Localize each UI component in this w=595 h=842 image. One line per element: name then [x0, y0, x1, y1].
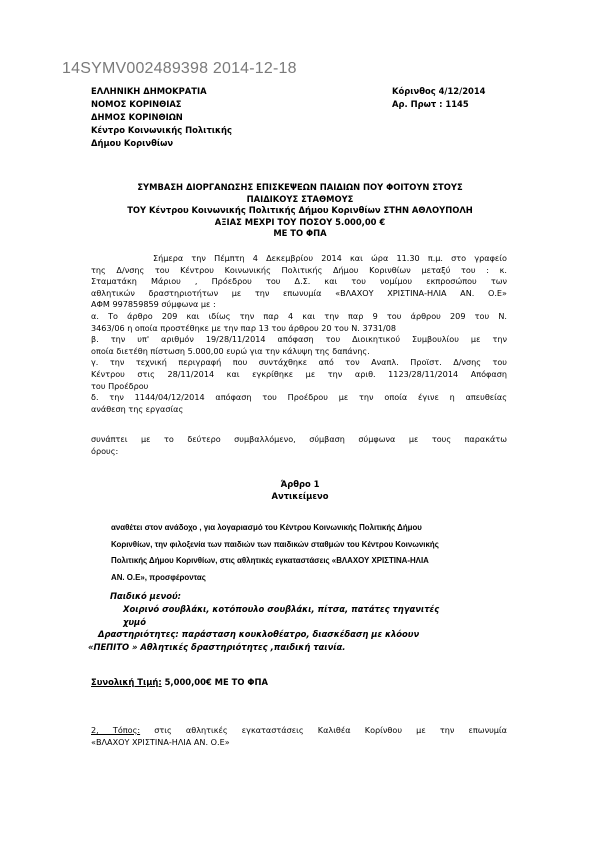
title-line: ΠΑΙΔΙΚΟΥΣ ΣΤΑΘΜΟΥΣ	[246, 193, 354, 204]
title-line: ΣΥΜΒΑΣΗ ΔΙΟΡΓΑΝΩΣΗΣ ΕΠΙΣΚΕΨΕΩΝ ΠΑΙΔΙΩΝ ΠΟΥ ΦΟΙΤΟΥΝ ΣΤΟΥΣ	[137, 182, 463, 192]
intro-line: β. την υπ' αριθμόν 19/28/11/2014 απόφαση του Διοικητικού Συμβουλίου με την	[91, 334, 507, 345]
intro-line: Σήμερα την Πέμπτη 4 Δεκεμβρίου 2014 και ώρα 11.30 π.μ. στο γραφείο	[153, 253, 507, 263]
issuer-line: ΝΟΜΟΣ ΚΟΡΙΝΘΙΑΣ	[91, 99, 182, 109]
intro-line: ανάθεση της εργασίας	[91, 403, 184, 414]
assignment-line: ΑΝ. Ο.Ε», προσφέροντας	[111, 572, 206, 582]
article-number: Άρθρο 1	[280, 479, 320, 489]
intro-line: του Προέδρου	[91, 380, 149, 391]
place-line: «ΒΛΑΧΟΥ ΧΡΙΣΤΙΝΑ-ΗΛΙΑ ΑΝ. Ο.Ε»	[91, 736, 230, 747]
total-price	[91, 677, 268, 689]
document-date: Κόρινθος 4/12/2014	[392, 86, 486, 96]
intro-line: Κέντρου στις 28/11/2014 και εγκρίθηκε με την αριθ. 1123/28/11/2014 Απόφαση	[91, 368, 507, 379]
menu-item-line: χυμό	[123, 616, 146, 627]
issuer-line: Κέντρο Κοινωνικής Πολιτικής	[91, 125, 232, 135]
activities-line: «ΠΕΠΙΤΟ » Αθλητικές δραστηριότητες ,παιδική ταινία.	[88, 642, 346, 652]
intro-line: οποία διετέθη πίστωση 5.000,00 ευρώ για την κάλυψη της δαπάνης.	[91, 345, 370, 356]
date-protocol-block	[392, 85, 486, 111]
title-line: ΤΟΥ Κέντρου Κοινωνικής Πολιτικής Δήμου Κορινθίων ΣΤΗΝ ΑΘΛΟΥΠΟΛΗ	[127, 205, 473, 216]
place-text: στις αθλητικές εγκαταστάσεις Καλιθέα Κορίνθου με την επωνυμία	[140, 725, 507, 735]
menu-item-line: Χοιρινό σουβλάκι, κοτόπουλο σουβλάκι, πίτσα, πατάτες τηγανιτές	[123, 604, 440, 614]
place-paragraph	[91, 725, 507, 748]
place-label: 2, Τόπος:	[91, 725, 141, 735]
agreement-paragraph	[91, 434, 507, 457]
title-line: ΑΞΙΑΣ ΜΕΧΡΙ ΤΟΥ ΠΟΣΟΥ 5.000,00 €	[214, 216, 386, 227]
intro-line: ΑΦΜ 997859859 σύμφωνα με :	[91, 299, 216, 310]
assignment-line: Κορινθίων, την φιλοξενία των παιδιών των παιδικών σταθμών του Κέντρου Κοινωνικής	[111, 539, 439, 549]
protocol-number: Αρ. Πρωτ : 1145	[392, 99, 469, 109]
contract-title	[60, 182, 540, 240]
assignment-line: αναθέτει στον ανάδοχο , για λογαριασμό του Κέντρου Κοινωνικής Πολιτικής Δήμου	[111, 523, 422, 532]
issuer-line: Δήμου Κορινθίων	[91, 138, 174, 148]
intro-line: της Δ/νσης του Κέντρου Κοινωνικής Πολιτικής Δήμου Κορινθίων μεταξύ του : κ.	[91, 264, 507, 275]
agreement-line: συνάπτει με το δεύτερο συμβαλλόμενο, σύμβαση σύμφωνα με τους παρακάτω	[91, 434, 507, 444]
agreement-line: όρους:	[91, 445, 119, 456]
assignment-line: Πολιτικής Δήμου Κορινθίων, στις αθλητικές εγκαταστάσεις «ΒΛΑΧΟΥ ΧΡΙΣΤΙΝΑ-ΗΛΙΑ	[111, 556, 429, 565]
intro-line: α. Το άρθρο 209 και ιδίως την παρ 4 και την παρ 9 του άρθρου 209 του Ν.	[91, 310, 507, 321]
document-id-watermark: 14SYMV002489398 2014-12-18	[62, 60, 297, 77]
place-line	[91, 725, 507, 737]
issuer-line: ΕΛΛΗΝΙΚΗ ΔΗΜΟΚΡΑΤΙΑ	[91, 86, 207, 96]
issuer-block	[91, 85, 232, 150]
intro-line: 3463/06 η οποία προστέθηκε με την παρ 13 του άρθρου 20 του Ν. 3731/08	[91, 322, 397, 333]
issuer-line: ΔΗΜΟΣ ΚΟΡΙΝΘΙΩΝ	[91, 112, 183, 122]
total-price-value: 5,000,00€ ΜΕ ΤΟ ΦΠΑ	[161, 677, 269, 687]
intro-line: γ. την τεχνική περιγραφή που συντάχθηκε από τον Αναπλ. Προϊστ. Δ/νσης του	[91, 357, 507, 368]
assignment-paragraph	[111, 520, 507, 586]
intro-line: Σταματάκη Μάριου , Πρόεδρου του Δ.Σ. και του νομίμου εκπροσώπου των	[91, 276, 507, 287]
article-1-heading	[60, 478, 540, 502]
activities-line: Δραστηριότητες: παράσταση κουκλοθέατρο, διασκέδαση με κλόουν	[98, 629, 420, 639]
article-subject: Αντικείμενο	[271, 491, 329, 501]
intro-paragraph	[91, 253, 507, 415]
intro-line: δ. την 1144/04/12/2014 απόφαση του Προέδρου με την οποία έγινε η απευθείας	[91, 392, 507, 403]
total-price-label: Συνολική Τιμή:	[91, 677, 162, 687]
menu-label: Παιδικό μενού:	[110, 591, 181, 601]
title-line: ΜΕ ΤΟ ΦΠΑ	[273, 228, 327, 239]
intro-line: αθλητικών δραστηριοτήτων με την επωνυμία «ΒΛΑΧΟΥ ΧΡΙΣΤΙΝΑ-ΗΛΙΑ ΑΝ. Ο.Ε»	[91, 287, 507, 298]
menu-items	[123, 603, 439, 628]
